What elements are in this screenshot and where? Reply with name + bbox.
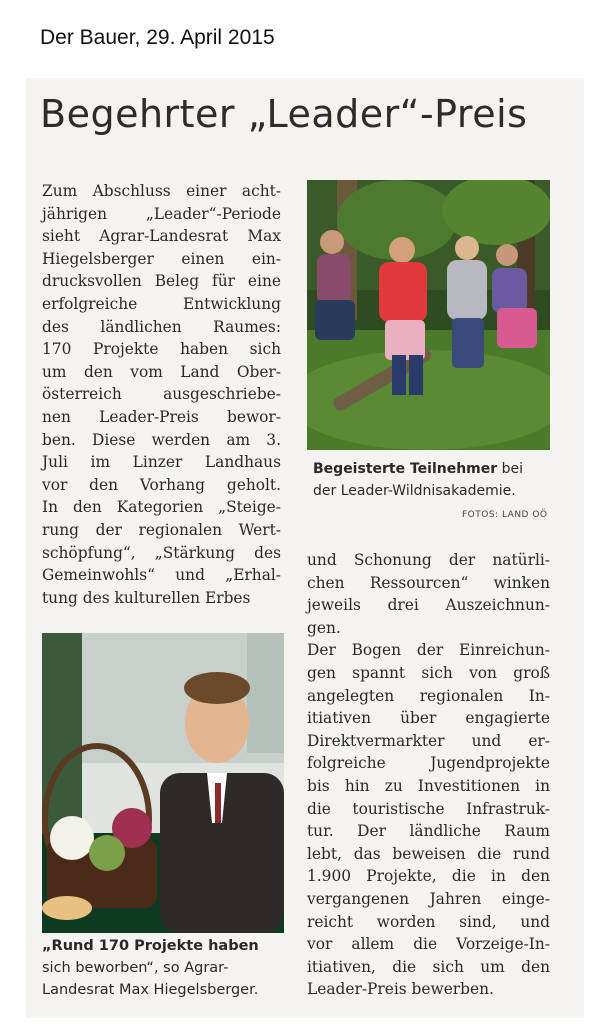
article-line: Direktvermarkter und er- xyxy=(307,731,550,750)
article-line: itiativen über engagierte xyxy=(307,709,550,728)
article-line: In den Kategorien „Steige- xyxy=(42,498,281,517)
article-line: 1.900 Projekte, die in den xyxy=(307,867,550,886)
article-line: lebt, das beweisen die rund xyxy=(307,844,550,863)
article-line: Gemeinwohls“ und „Erhal- xyxy=(42,566,281,585)
photo-landesrat-portrait xyxy=(42,633,284,933)
photo-top-caption-rest: bei xyxy=(497,461,524,477)
article-line: 170 Projekte haben sich xyxy=(42,340,281,359)
article-line: Der Bogen der Einreichun- xyxy=(307,641,550,660)
photo-bottom-caption-line1: „Rund 170 Projekte haben xyxy=(42,938,259,954)
article-column-left xyxy=(42,180,281,609)
article-line: um den vom Land Ober- xyxy=(42,362,281,381)
article-line: rung der regionalen Wert- xyxy=(42,520,281,539)
article-line: Juli im Linzer Landhaus xyxy=(42,453,281,472)
photo-landesrat xyxy=(42,633,284,933)
article-line: drucksvollen Beleg für eine xyxy=(42,272,281,291)
article-line: tung des kulturellen Erbes xyxy=(42,588,251,607)
article-line: reicht worden sind, und xyxy=(307,912,550,931)
article-line: jährigen „Leader“-Periode xyxy=(42,204,281,223)
source-line: Der Bauer, 29. April 2015 xyxy=(40,26,275,49)
article-line: Leader-Preis bewerben. xyxy=(307,980,494,999)
article-line: ben. Diese werden am 3. xyxy=(42,430,281,449)
article-line: gen. xyxy=(307,618,341,637)
article-line: des ländlichen Raumes: xyxy=(42,317,281,336)
article-line: vergangenen Jahren einge- xyxy=(307,889,550,908)
article-column-right xyxy=(307,549,550,1001)
photo-wildnisakademie xyxy=(307,180,550,450)
article-line: bis hin zu Investitionen in xyxy=(307,776,550,795)
article-line: folgreiche Jugendprojekte xyxy=(307,754,550,773)
photo-bottom-caption-line3: Landesrat Max Hiegelsberger. xyxy=(42,982,259,998)
article-line: Hiegelsberger einen ein- xyxy=(42,249,281,268)
article-line: vor den Vorhang geholt. xyxy=(42,475,281,494)
photo-top-caption-bold: Begeisterte Teilnehmer xyxy=(313,461,498,477)
photo-credit: FOTOS: LAND OÖ xyxy=(462,510,548,520)
photo-top-caption-line2: der Leader-Wildnisakademie. xyxy=(313,483,516,499)
article-line: angelegten regionalen In- xyxy=(307,686,550,705)
article-line: jeweils drei Auszeichnun- xyxy=(307,596,550,615)
article-line: gen spannt sich von groß xyxy=(307,663,550,682)
photo-top-caption xyxy=(313,458,558,502)
article-line: tur. Der ländliche Raum xyxy=(307,822,550,841)
article-line: itiativen, die sich um den xyxy=(307,957,550,976)
article-line: chen Ressourcen“ winken xyxy=(307,573,550,592)
article-line: österreich ausgeschriebe- xyxy=(42,385,281,404)
photo-bottom-caption-line2: sich beworben“, so Agrar- xyxy=(42,960,229,976)
headline: Begehrter „Leader“-Preis xyxy=(40,92,528,136)
article-line: Zum Abschluss einer acht- xyxy=(42,182,281,200)
photo-children-binoculars xyxy=(307,180,550,450)
article-line: schöpfung“, „Stärkung des xyxy=(42,543,281,562)
article-line: vor allem die Vorzeige-In- xyxy=(307,935,550,954)
photo-bottom-caption xyxy=(42,935,292,1001)
article-line: nen Leader-Preis bewor- xyxy=(42,407,281,426)
article-line: sieht Agrar-Landesrat Max xyxy=(42,227,281,246)
article-line: die touristische Infrastruk- xyxy=(307,799,550,818)
article-line: und Schonung der natürli- xyxy=(307,551,550,569)
article-line: erfolgreiche Entwicklung xyxy=(42,294,281,313)
